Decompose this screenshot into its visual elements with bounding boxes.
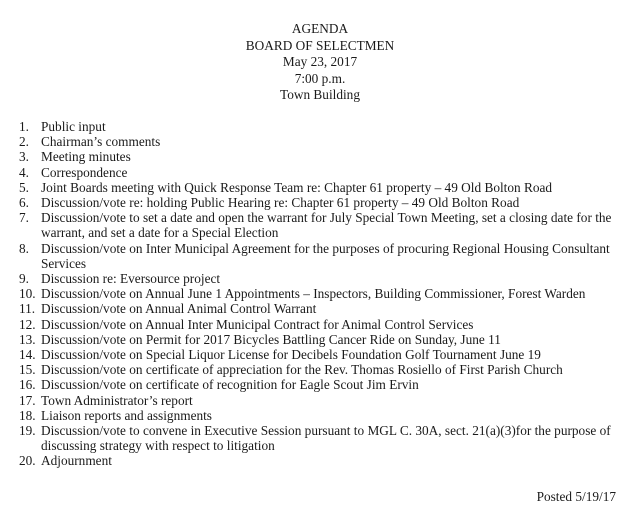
agenda-item — [0, 134, 640, 149]
agenda-item — [0, 301, 640, 316]
agenda-item-number: 3. — [19, 149, 29, 165]
agenda-item-text: Chairman’s comments — [41, 134, 161, 150]
agenda-item-number: 13. — [19, 331, 36, 347]
meeting-date: May 23, 2017 — [282, 54, 358, 69]
agenda-item — [0, 180, 640, 195]
agenda-item — [0, 241, 640, 271]
agenda-item-text: Discussion/vote on certificate of recognition for Eagle Scout Jim Ervin — [41, 377, 419, 393]
agenda-item-number: 9. — [19, 271, 29, 287]
agenda-item-number: 1. — [19, 119, 29, 134]
agenda-item — [0, 149, 640, 164]
agenda-item-number: 2. — [19, 134, 29, 150]
posted-date: Posted 5/19/17 — [536, 489, 616, 504]
agenda-item-number: 10. — [19, 286, 36, 302]
agenda-item-text: Discussion/vote on certificate of appreciation for the Rev. Thomas Rosiello of First Parish Church — [41, 362, 563, 378]
meeting-time: 7:00 p.m. — [294, 70, 346, 86]
agenda-item — [0, 423, 640, 453]
agenda-item-text: Discussion/vote on Special Liquor License for Decibels Foundation Golf Tournament June 19 — [41, 347, 541, 363]
meeting-location: Town Building — [280, 87, 360, 102]
agenda-item-number: 15. — [19, 362, 36, 378]
agenda-item-text: Discussion/vote on Annual June 1 Appointments – Inspectors, Building Commissioner, Forest Warden — [41, 286, 586, 302]
agenda-item-text: Meeting minutes — [41, 149, 131, 165]
agenda-item-number: 14. — [19, 347, 36, 363]
agenda-item-number: 6. — [19, 195, 29, 211]
agenda-item-text: Discussion/vote to set a date and open the warrant for July Special Town Meeting, set a closing date for the warrant, and set a date for a Special Election — [41, 210, 612, 241]
agenda-item-text: Discussion/vote re: holding Public Hearing re: Chapter 61 property – 49 Old Bolton Road — [41, 195, 520, 211]
agenda-item-number: 12. — [19, 316, 36, 332]
agenda-item-text: Public input — [41, 119, 106, 134]
agenda-item — [0, 271, 640, 286]
agenda-item — [0, 317, 640, 332]
board-name: BOARD OF SELECTMEN — [245, 37, 395, 53]
agenda-item-text: Discussion/vote on Inter Municipal Agreement for the purposes of procuring Regional Housing Consultant Services — [41, 240, 610, 271]
agenda-item — [0, 332, 640, 347]
agenda-item — [0, 393, 640, 408]
agenda-item — [0, 286, 640, 301]
agenda-item-text: Discussion/vote on Annual Animal Control Warrant — [41, 301, 317, 317]
agenda-item-number: 18. — [19, 407, 36, 423]
agenda-item-text: Adjournment — [41, 453, 112, 469]
agenda-list — [0, 119, 640, 469]
agenda-item-text: Town Administrator’s report — [41, 392, 193, 408]
agenda-item-text: Discussion/vote to convene in Executive Session pursuant to MGL C. 30A, sect. 21(a)(3)for the purpose of discussing strategy with respect to litigation — [41, 423, 611, 454]
agenda-item — [0, 362, 640, 377]
agenda-item — [0, 195, 640, 210]
agenda-item — [0, 210, 640, 240]
agenda-item-number: 7. — [19, 210, 29, 226]
agenda-item — [0, 377, 640, 392]
agenda-item-text: Discussion/vote on Permit for 2017 Bicycles Battling Cancer Ride on Sunday, June 11 — [41, 331, 501, 347]
agenda-title: AGENDA — [291, 21, 349, 36]
agenda-item-text: Liaison reports and assignments — [41, 407, 212, 423]
agenda-item-text: Joint Boards meeting with Quick Response Team re: Chapter 61 property – 49 Old Bolton Road — [41, 179, 553, 195]
agenda-item-text: Discussion/vote on Annual Inter Municipal Contract for Animal Control Services — [41, 316, 474, 332]
agenda-item — [0, 119, 640, 134]
agenda-header — [0, 21, 640, 104]
agenda-item-number: 20. — [19, 453, 36, 469]
agenda-item — [0, 408, 640, 423]
agenda-item-number: 11. — [19, 301, 36, 317]
agenda-item-number: 17. — [19, 392, 36, 408]
agenda-item-number: 16. — [19, 377, 36, 393]
agenda-item-text: Discussion re: Eversource project — [41, 271, 221, 287]
agenda-item — [0, 347, 640, 362]
agenda-item-number: 8. — [19, 240, 29, 256]
agenda-item — [0, 453, 640, 468]
agenda-item-number: 19. — [19, 423, 36, 439]
agenda-item-number: 5. — [19, 179, 29, 195]
agenda-item-number: 4. — [19, 164, 29, 180]
agenda-item — [0, 165, 640, 180]
agenda-item-text: Correspondence — [41, 164, 128, 180]
